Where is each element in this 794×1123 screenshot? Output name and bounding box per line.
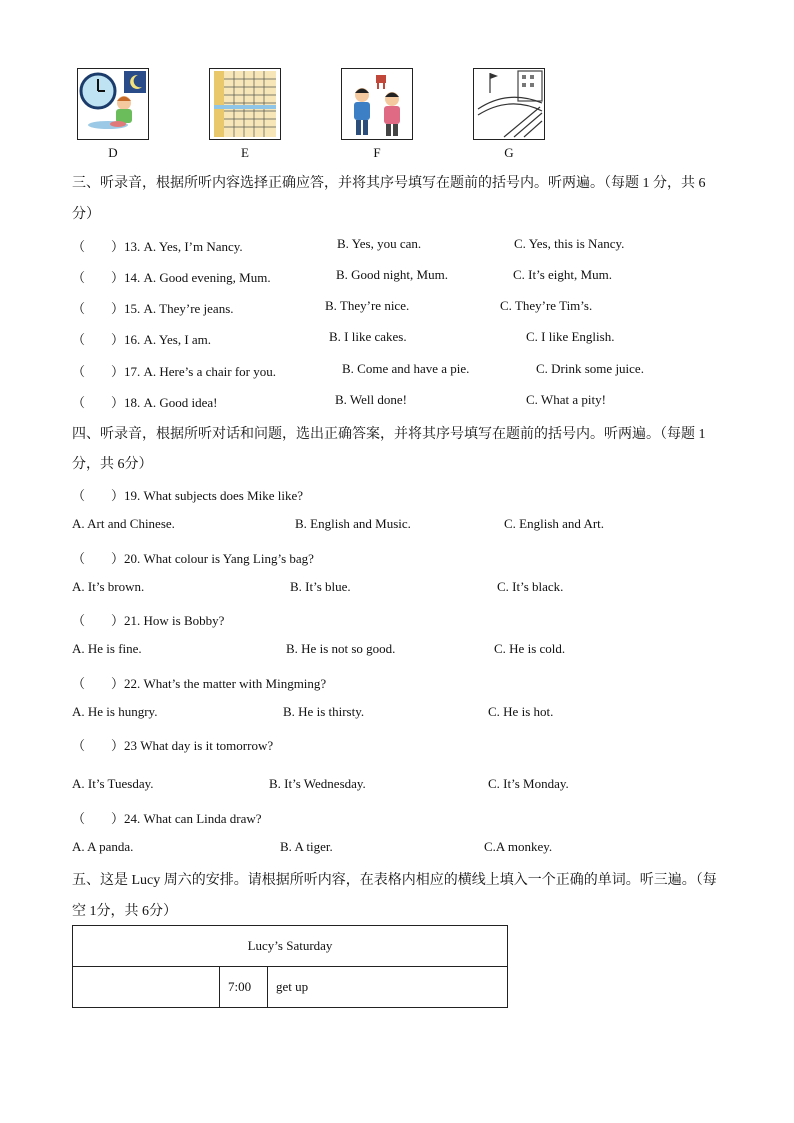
q18-stem: （ ）18. A. Good idea!: [72, 395, 218, 410]
q20-option-c: C. It’s black.: [497, 579, 564, 594]
q16-option-b: B. I like cakes.: [329, 329, 407, 344]
q16-option-c: C. I like English.: [526, 329, 615, 344]
section4-heading: 四、听录音，根据所听对话和问题，选出正确答案，并将其序号填写在题前的括号内。听两遍。（每题 1: [72, 427, 706, 442]
q20-question: （ ）20. What colour is Yang Ling’s bag?: [72, 551, 314, 566]
picture-e: [209, 68, 281, 140]
q17-option-c: C. Drink some juice.: [536, 361, 644, 376]
schedule-title: Lucy’s Saturday: [73, 926, 508, 967]
q19-option-b: B. English and Music.: [295, 516, 411, 531]
q14-option-c: C. It’s eight, Mum.: [513, 267, 612, 282]
q24-option-c: C.A monkey.: [484, 839, 553, 854]
q22-option-c: C. He is hot.: [488, 704, 554, 719]
q15-option-b: B. They’re nice.: [325, 298, 410, 313]
q14-option-b: B. Good night, Mum.: [336, 267, 448, 282]
picture-d: [77, 68, 149, 140]
q22-option-b: B. He is thirsty.: [283, 704, 365, 719]
q13-stem: （ ）13. A. Yes, I’m Nancy.: [72, 239, 243, 254]
q17-stem: （ ）17. A. Here’s a chair for you.: [72, 364, 276, 379]
picture-f: [341, 68, 413, 140]
picture-g: [473, 68, 545, 140]
section4-heading-cont: 分，共 6分）: [72, 457, 153, 472]
q18-option-c: C. What a pity!: [526, 392, 606, 407]
schedule-label-cell: [73, 967, 220, 1008]
picture-label-d: D: [108, 145, 118, 160]
q22-option-a: A. He is hungry.: [72, 704, 158, 719]
q13-option-c: C. Yes, this is Nancy.: [514, 236, 625, 251]
q19-question: （ ）19. What subjects does Mike like?: [72, 488, 304, 503]
section5-heading-cont: 空 1分，共 6分）: [72, 904, 177, 919]
picture-label-e: E: [241, 145, 249, 160]
q22-question: （ ）22. What’s the matter with Mingming?: [72, 676, 327, 691]
q15-stem: （ ）15. A. They’re jeans.: [72, 301, 234, 316]
q23-option-b: B. It’s Wednesday.: [269, 776, 366, 791]
two-kids-chair-icon: [342, 69, 412, 139]
section3-heading: 三、听录音，根据所听内容选择正确应答，并将其序号填写在题前的括号内。听两遍。（每题 1 分，共 6: [72, 176, 706, 191]
q24-question: （ ）24. What can Linda draw?: [72, 811, 262, 826]
picture-label-f: F: [373, 145, 381, 160]
q21-option-c: C. He is cold.: [494, 641, 566, 656]
section5-heading: 五、这是 Lucy 周六的安排。请根据所听内容，在表格内相应的横线上填入一个正确的单词。听三遍。（每: [72, 873, 717, 888]
picture-label-g: G: [504, 145, 514, 160]
q19-option-c: C. English and Art.: [504, 516, 605, 531]
q24-option-a: A. A panda.: [72, 839, 134, 854]
q13-option-b: B. Yes, you can.: [337, 236, 422, 251]
q15-option-c: C. They’re Tim’s.: [500, 298, 593, 313]
q20-option-b: B. It’s blue.: [290, 579, 351, 594]
schedule-activity: get up: [268, 967, 508, 1008]
playground-track-icon: [474, 69, 544, 139]
section3-heading-cont: 分）: [72, 207, 100, 222]
timetable-icon: [210, 69, 280, 139]
q24-option-b: B. A tiger.: [280, 839, 333, 854]
q19-option-a: A. Art and Chinese.: [72, 516, 175, 531]
q16-stem: （ ）16. A. Yes, I am.: [72, 332, 212, 347]
q18-option-b: B. Well done!: [335, 392, 408, 407]
clock-boy-eating-icon: [78, 69, 148, 139]
q20-option-a: A. It’s brown.: [72, 579, 145, 594]
q17-option-b: B. Come and have a pie.: [342, 361, 470, 376]
q23-question: （ ）23 What day is it tomorrow?: [72, 738, 274, 753]
q21-option-a: A. He is fine.: [72, 641, 142, 656]
q21-option-b: B. He is not so good.: [286, 641, 396, 656]
schedule-table: [72, 925, 508, 1008]
q21-question: （ ）21. How is Bobby?: [72, 613, 225, 628]
q23-option-a: A. It’s Tuesday.: [72, 776, 154, 791]
q14-stem: （ ）14. A. Good evening, Mum.: [72, 270, 271, 285]
schedule-time: 7:00: [220, 967, 268, 1008]
q23-option-c: C. It’s Monday.: [488, 776, 569, 791]
